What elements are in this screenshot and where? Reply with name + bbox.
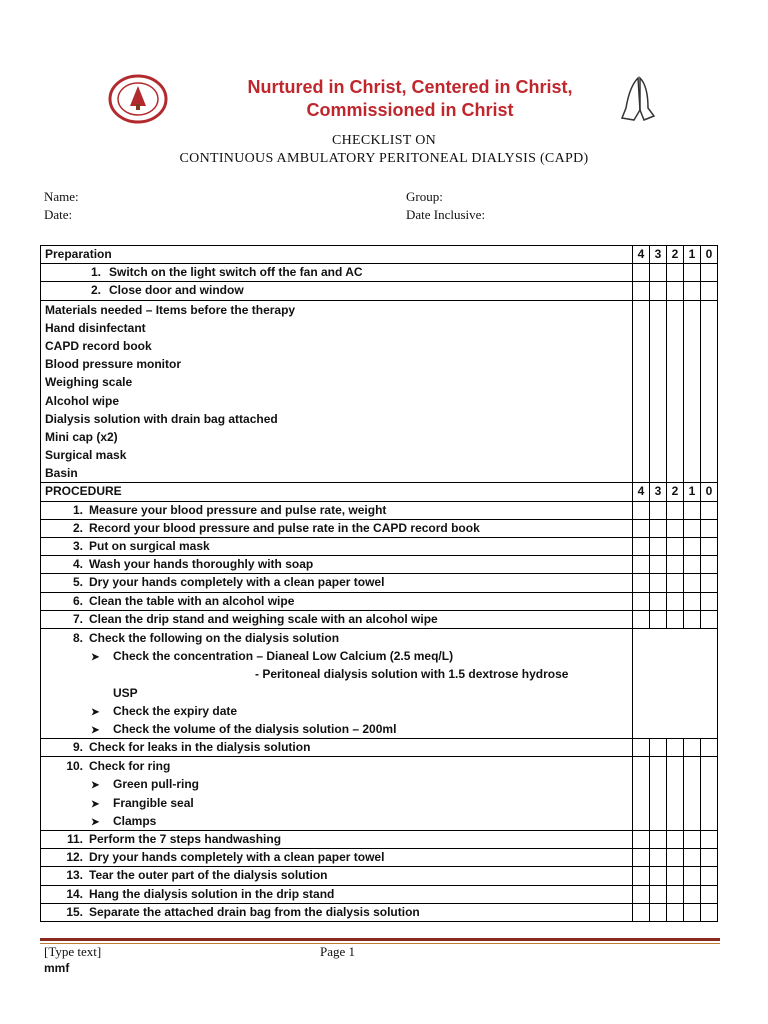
table-row (41, 264, 718, 282)
score-cell[interactable] (684, 556, 701, 574)
step-text: Separate the attached drain bag from the dialysis solution (89, 904, 420, 919)
score-cell[interactable] (684, 282, 701, 300)
step-text: Dry your hands completely with a clean paper towel (89, 850, 385, 865)
score-cell[interactable] (667, 264, 684, 282)
footer-initials: mmf (44, 961, 70, 975)
score-cell[interactable] (650, 757, 667, 831)
score-cell[interactable] (701, 903, 718, 921)
score-cell[interactable] (633, 831, 650, 849)
step-number: 4. (72, 557, 83, 572)
list-item: CAPD record book (45, 338, 152, 353)
score-cell[interactable] (667, 739, 684, 757)
score-cell[interactable] (650, 592, 667, 610)
score-cell[interactable] (633, 867, 650, 885)
score-cell[interactable] (684, 831, 701, 849)
score-cell[interactable] (633, 574, 650, 592)
score-cell[interactable] (633, 592, 650, 610)
step-number: 14. (66, 886, 83, 901)
score-cell[interactable] (701, 501, 718, 519)
motto-line-1: Nurtured in Christ, Centered in Christ, (247, 77, 573, 97)
score-cell[interactable] (684, 757, 701, 831)
score-cell[interactable] (684, 300, 701, 483)
table-row-step-10 (41, 757, 718, 831)
score-cell[interactable] (684, 739, 701, 757)
score-cell[interactable] (667, 519, 684, 537)
score-header-4: 4 (633, 246, 650, 264)
score-cell[interactable] (667, 282, 684, 300)
list-item: Surgical mask (45, 448, 127, 463)
score-cell[interactable] (667, 831, 684, 849)
score-cell[interactable] (650, 519, 667, 537)
step-text: Close door and window (109, 283, 244, 298)
score-cell[interactable] (701, 610, 718, 628)
score-cell[interactable] (633, 282, 650, 300)
arrow-bullet-icon: ➤ (91, 706, 100, 718)
score-cell[interactable] (701, 592, 718, 610)
score-header-2: 2 (667, 246, 684, 264)
score-header-3: 3 (650, 483, 667, 501)
step-number: 11. (66, 832, 83, 846)
step-text: Record your blood pressure and pulse rate in the CAPD record book (89, 520, 480, 535)
footer-rule (40, 938, 720, 941)
sub-item: Check the expiry date (113, 703, 238, 718)
score-cell[interactable] (701, 831, 718, 849)
score-cell[interactable] (701, 885, 718, 903)
score-cell[interactable] (650, 574, 667, 592)
score-cell[interactable] (650, 739, 667, 757)
score-header-1: 1 (684, 246, 701, 264)
table-row (41, 501, 718, 519)
score-cell[interactable] (667, 300, 684, 483)
list-item: Weighing scale (45, 375, 133, 390)
score-cell[interactable] (701, 867, 718, 885)
table-row (41, 867, 718, 885)
score-cell[interactable] (633, 538, 650, 556)
score-cell[interactable] (667, 757, 684, 831)
score-cell[interactable] (633, 519, 650, 537)
table-row (41, 610, 718, 628)
step-number: 12. (66, 850, 83, 865)
date-inclusive-field-label: Date Inclusive: (406, 207, 486, 222)
step-number: 15. (66, 904, 83, 919)
arrow-bullet-icon: ➤ (91, 780, 100, 792)
table-row (41, 538, 718, 556)
footer-rule-thin (40, 943, 720, 944)
step-text: Put on surgical mask (89, 539, 210, 553)
step-number: 7. (72, 611, 83, 626)
score-cell[interactable] (650, 885, 667, 903)
sub-item: Check the concentration – Dianeal Low Calcium (2.5 meq/L) (113, 649, 454, 664)
step-text: Check the following on the dialysis solution (89, 630, 340, 645)
score-cell[interactable] (701, 538, 718, 556)
checklist-table (40, 245, 718, 922)
score-cell[interactable] (684, 592, 701, 610)
arrow-bullet-icon: ➤ (91, 652, 100, 664)
score-cell[interactable] (667, 574, 684, 592)
date-field-label: Date: (44, 207, 73, 222)
score-cell[interactable] (633, 739, 650, 757)
score-cell[interactable] (684, 264, 701, 282)
score-cell[interactable] (701, 519, 718, 537)
group-field-label: Group: (406, 189, 443, 204)
document-subtitle: CONTINUOUS AMBULATORY PERITONEAL DIALYSIS (CAPD) (179, 151, 589, 166)
score-cell[interactable] (684, 885, 701, 903)
step-text: Hang the dialysis solution in the drip stand (89, 886, 335, 901)
step-number: 1. (90, 265, 101, 280)
table-row (41, 282, 718, 300)
list-item: Dialysis solution with drain bag attached (45, 411, 278, 426)
table-row (41, 739, 718, 757)
sub-item: - Peritoneal dialysis solution with 1.5 dextrose hydrose (255, 667, 569, 682)
step-text: Clean the table with an alcohol wipe (89, 593, 295, 608)
table-row (41, 849, 718, 867)
score-cell[interactable] (650, 610, 667, 628)
score-cell[interactable] (701, 264, 718, 282)
score-cell[interactable] (701, 739, 718, 757)
score-cell[interactable] (667, 592, 684, 610)
preparation-heading: Preparation (41, 246, 633, 264)
step-number: 10. (66, 759, 83, 774)
step-text: Dry your hands completely with a clean paper towel (89, 575, 385, 590)
step-text: Clean the drip stand and weighing scale with an alcohol wipe (89, 611, 438, 626)
arrow-bullet-icon: ➤ (91, 798, 100, 810)
score-header-3: 3 (650, 246, 667, 264)
score-cell[interactable] (684, 867, 701, 885)
page-number: Page 1 (320, 944, 356, 959)
score-cell[interactable] (633, 501, 650, 519)
table-row (41, 592, 718, 610)
score-header-4: 4 (633, 483, 650, 501)
procedure-header-row (41, 483, 718, 501)
score-cell[interactable] (650, 538, 667, 556)
praying-hands-icon (618, 74, 660, 124)
score-header-2: 2 (667, 483, 684, 501)
step-number: 6. (72, 593, 83, 608)
score-cell-merged[interactable] (633, 628, 718, 738)
score-cell[interactable] (667, 501, 684, 519)
score-cell[interactable] (650, 282, 667, 300)
school-seal-icon (108, 74, 168, 124)
sub-item: USP (113, 685, 138, 700)
arrow-bullet-icon: ➤ (91, 724, 100, 736)
list-item: Materials needed – Items before the therapy (45, 302, 296, 317)
score-cell[interactable] (701, 849, 718, 867)
score-cell[interactable] (667, 538, 684, 556)
step-number: 2. (72, 520, 83, 535)
document-title: CHECKLIST ON (331, 133, 437, 148)
score-cell[interactable] (650, 849, 667, 867)
score-cell[interactable] (650, 867, 667, 885)
step-number: 3. (72, 539, 83, 553)
step-text: Check for ring (89, 759, 171, 774)
footer-left-text: [Type text] (44, 944, 102, 959)
step-text: Measure your blood pressure and pulse rate, weight (89, 502, 387, 517)
score-cell[interactable] (633, 300, 650, 483)
score-cell[interactable] (684, 501, 701, 519)
score-cell[interactable] (684, 610, 701, 628)
materials-list (41, 300, 633, 483)
sub-item: Green pull-ring (113, 777, 200, 792)
materials-row (41, 300, 718, 483)
score-cell[interactable] (650, 264, 667, 282)
score-cell[interactable] (701, 574, 718, 592)
score-header-1: 1 (684, 483, 701, 501)
table-row (41, 885, 718, 903)
score-cell[interactable] (667, 885, 684, 903)
score-cell[interactable] (650, 300, 667, 483)
score-header-0: 0 (701, 246, 718, 264)
list-item: Basin (45, 466, 78, 481)
step-text: Check for leaks in the dialysis solution (89, 740, 311, 755)
step-number: 1. (72, 502, 83, 517)
score-cell[interactable] (650, 903, 667, 921)
score-cell[interactable] (633, 849, 650, 867)
sub-item: Clamps (113, 813, 157, 828)
score-cell[interactable] (667, 867, 684, 885)
score-cell[interactable] (684, 903, 701, 921)
score-cell[interactable] (633, 757, 650, 831)
table-row (41, 831, 718, 849)
preparation-header-row (41, 246, 718, 264)
score-cell[interactable] (633, 556, 650, 574)
step-number: 5. (72, 575, 83, 590)
sub-item: Check the volume of the dialysis solution – 200ml (113, 721, 397, 736)
score-cell[interactable] (667, 610, 684, 628)
list-item: Mini cap (x2) (45, 429, 118, 444)
step-number: 9. (72, 740, 83, 755)
score-cell[interactable] (650, 556, 667, 574)
score-cell[interactable] (650, 501, 667, 519)
score-cell[interactable] (684, 574, 701, 592)
motto-line-2: Commissioned in Christ (306, 100, 514, 120)
procedure-heading: PROCEDURE (41, 483, 633, 501)
score-cell[interactable] (684, 519, 701, 537)
list-item: Blood pressure monitor (45, 357, 182, 372)
score-cell[interactable] (633, 903, 650, 921)
table-row (41, 556, 718, 574)
score-cell[interactable] (701, 556, 718, 574)
score-cell[interactable] (633, 610, 650, 628)
sub-item: Frangible seal (113, 795, 194, 810)
score-cell[interactable] (684, 538, 701, 556)
score-cell[interactable] (701, 282, 718, 300)
name-field-label: Name: (44, 189, 79, 204)
score-cell[interactable] (684, 849, 701, 867)
step-text: Tear the outer part of the dialysis solution (89, 868, 328, 883)
score-cell[interactable] (701, 757, 718, 831)
step-number: 13. (66, 868, 83, 883)
step-text: Wash your hands thoroughly with soap (89, 557, 314, 572)
arrow-bullet-icon: ➤ (91, 816, 100, 828)
step-number: 2. (90, 283, 101, 298)
score-header-0: 0 (701, 483, 718, 501)
score-cell[interactable] (667, 903, 684, 921)
table-row (41, 519, 718, 537)
score-cell[interactable] (633, 264, 650, 282)
table-row (41, 574, 718, 592)
score-cell[interactable] (667, 556, 684, 574)
step-text: Perform the 7 steps handwashing (89, 832, 282, 846)
motto (190, 76, 630, 122)
score-cell[interactable] (667, 849, 684, 867)
table-row (41, 903, 718, 921)
list-item: Alcohol wipe (45, 393, 120, 408)
step-number: 8. (72, 630, 83, 645)
step-text: Switch on the light switch off the fan and AC (109, 265, 363, 280)
score-cell[interactable] (701, 300, 718, 483)
score-cell[interactable] (633, 885, 650, 903)
table-row-step-8 (41, 628, 718, 738)
score-cell[interactable] (650, 831, 667, 849)
list-item: Hand disinfectant (45, 320, 146, 335)
